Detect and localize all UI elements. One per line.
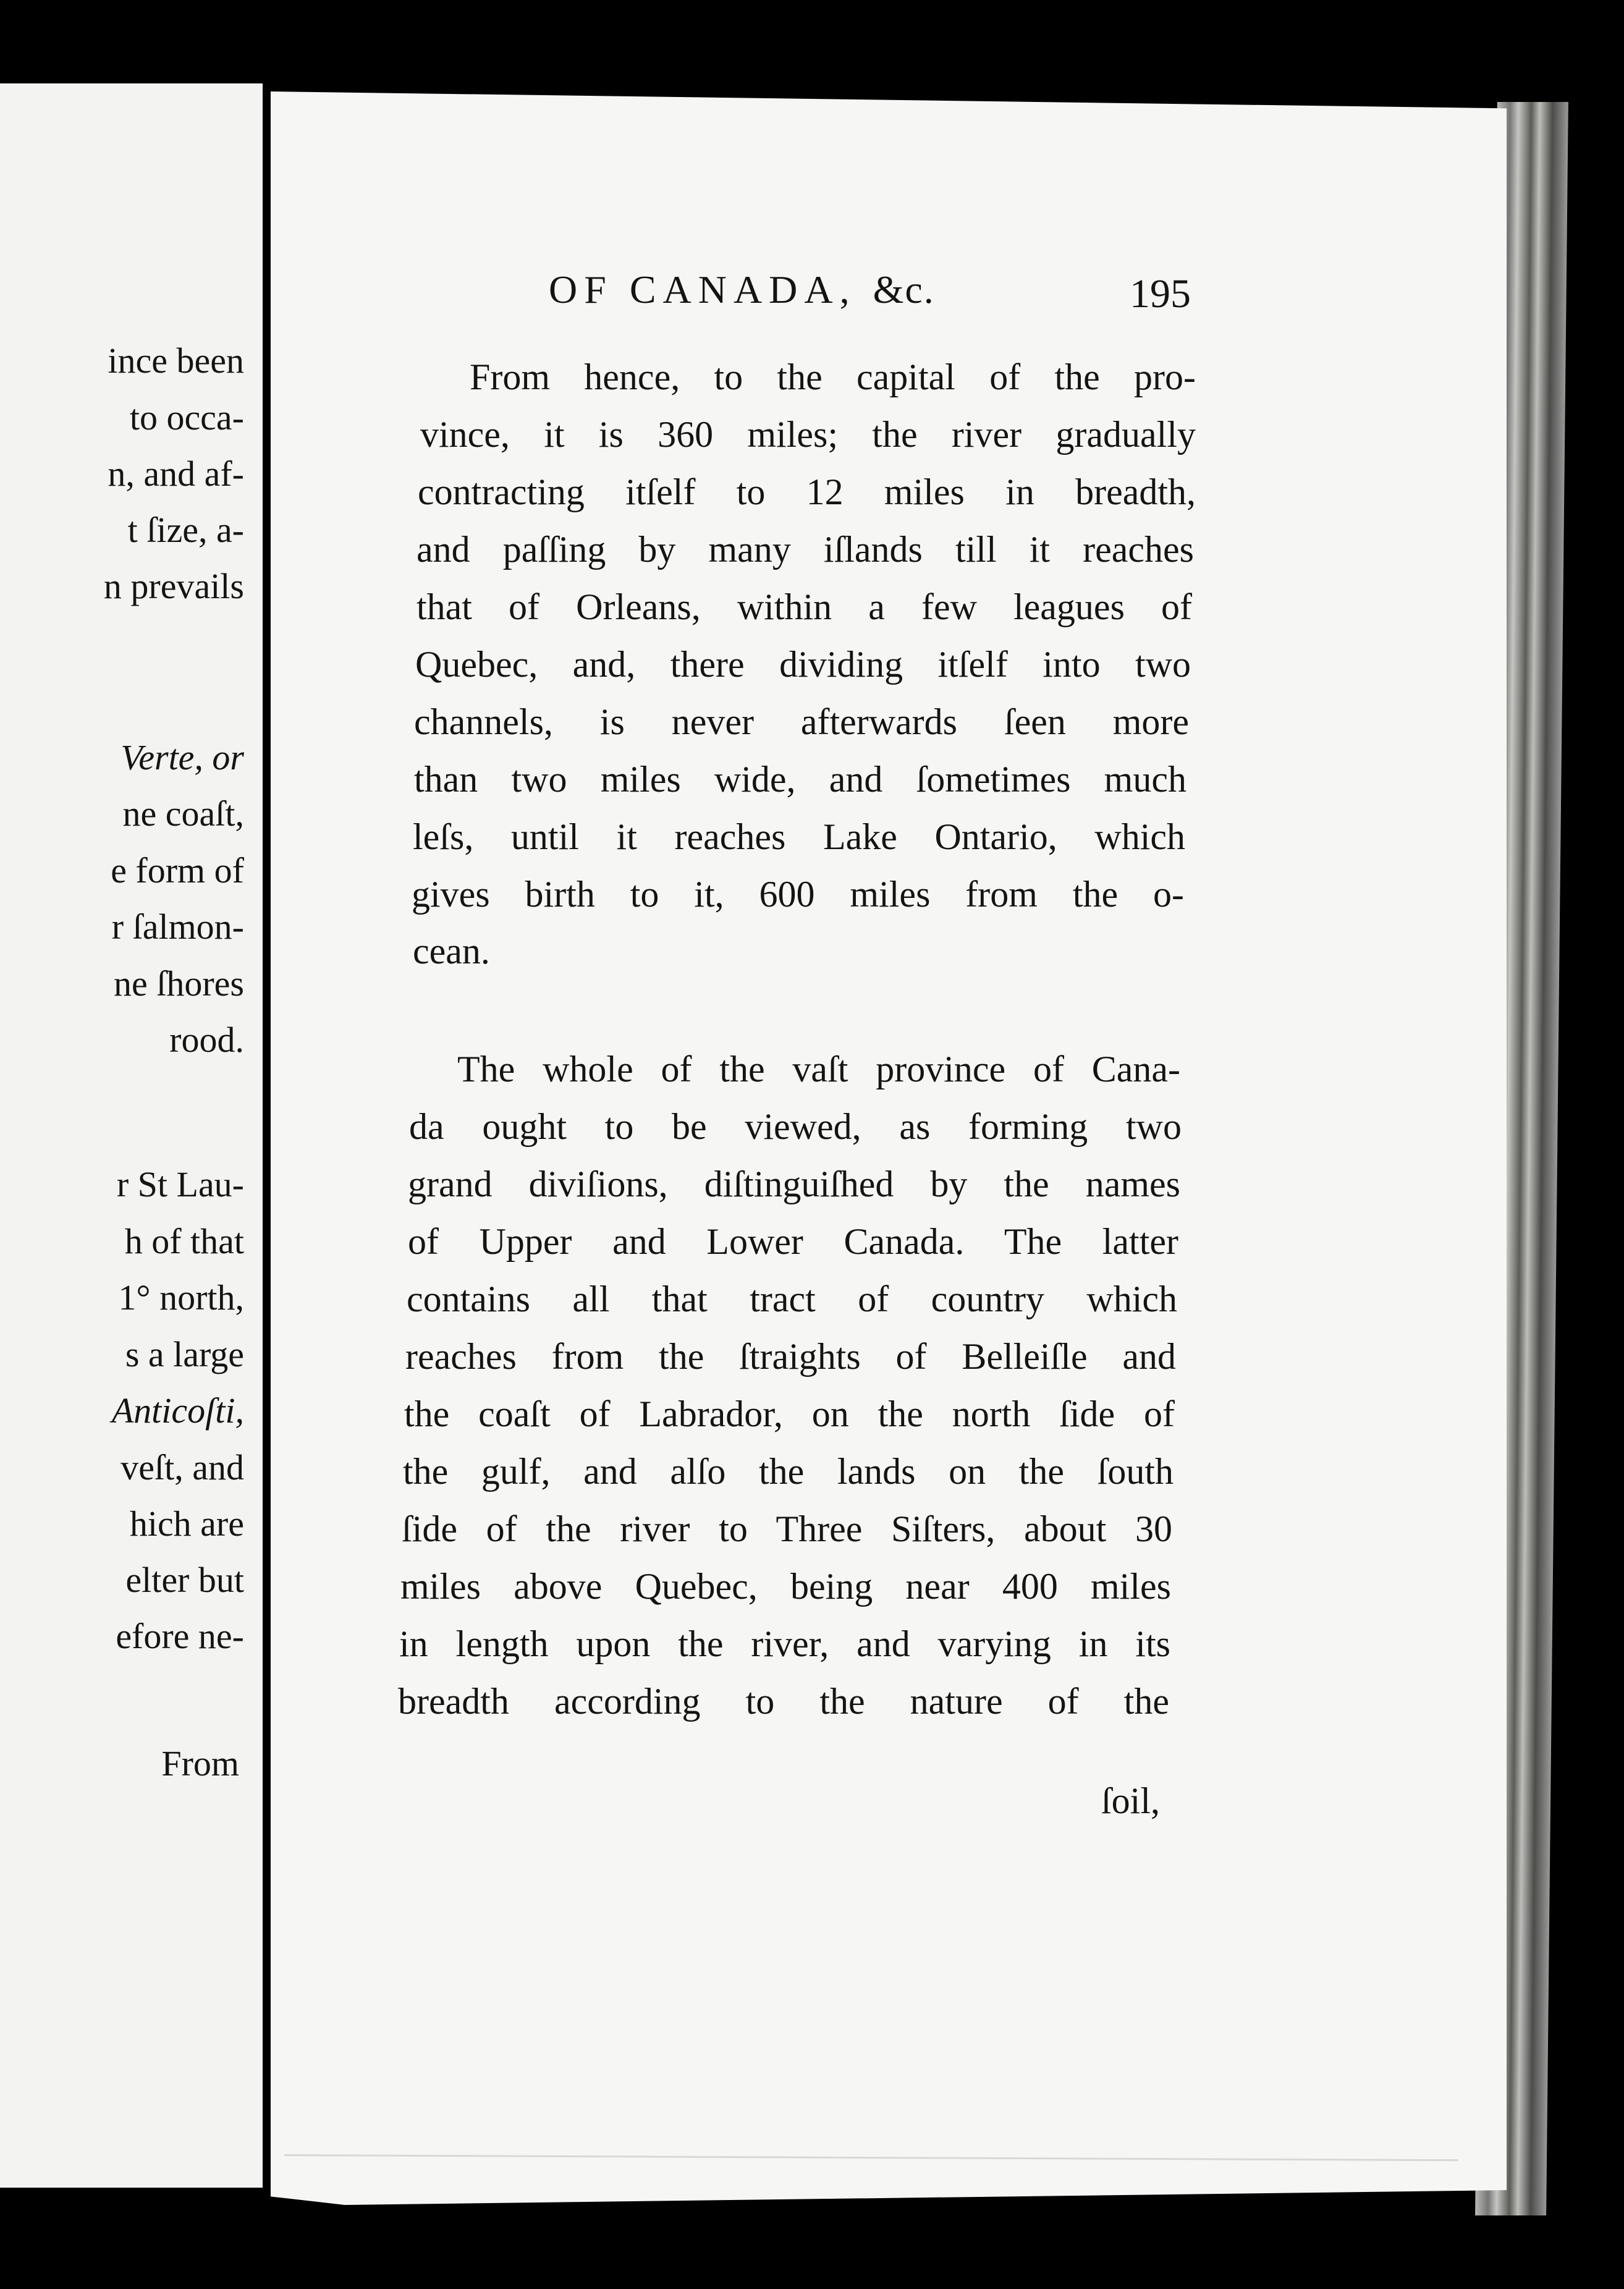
text-line-14: grand diviſions, diſtinguiſhed by the names bbox=[408, 1164, 1180, 1204]
left-line-10: ne ſhores bbox=[114, 963, 244, 1004]
left-line-11: rood. bbox=[169, 1020, 244, 1060]
left-catchword: From bbox=[161, 1743, 239, 1783]
left-line-20: efore ne- bbox=[116, 1616, 244, 1656]
text-line-21: miles above Quebec, being near 400 miles bbox=[400, 1566, 1171, 1607]
text-line-7: channels, is never afterwards ſeen more bbox=[414, 701, 1189, 742]
text-line-2: vince, it is 360 miles; the river gradually bbox=[420, 414, 1196, 455]
text-line-16: contains all that tract of country which bbox=[407, 1279, 1177, 1319]
left-line-14: 1° north, bbox=[118, 1277, 244, 1318]
text-line-10: gives birth to it, 600 miles from the o- bbox=[412, 874, 1184, 915]
text-line-1: From hence, to the capital of the pro- bbox=[470, 357, 1196, 397]
page-number: 195 bbox=[1130, 271, 1191, 316]
left-line-5: n prevails bbox=[103, 566, 244, 606]
current-page bbox=[271, 91, 1507, 2205]
left-line-15: s a large bbox=[125, 1334, 244, 1374]
running-head-etc: &c. bbox=[873, 268, 935, 311]
text-line-17: reaches from the ſtraights of Belleiſle and bbox=[405, 1336, 1176, 1377]
text-line-11: cean. bbox=[413, 931, 490, 971]
text-line-15: of Upper and Lower Canada. The latter bbox=[408, 1221, 1178, 1262]
text-line-12: The whole of the vaſt province of Cana- bbox=[457, 1049, 1180, 1089]
left-line-9: r ſalmon- bbox=[111, 907, 244, 947]
running-head-title: OF CANADA, bbox=[549, 268, 856, 311]
text-line-20: ſide of the river to Three Siſters, about 30 bbox=[402, 1508, 1172, 1549]
left-line-1: ince been bbox=[108, 341, 244, 381]
text-line-4: and paſſing by many iſlands till it reaches bbox=[417, 529, 1194, 570]
text-line-8: than two miles wide, and ſometimes much bbox=[414, 759, 1186, 800]
previous-page-fragment bbox=[0, 83, 263, 2188]
left-line-16: Anticoſti, bbox=[111, 1390, 244, 1431]
left-line-7: ne coaſt, bbox=[122, 793, 244, 834]
catchword: ſoil, bbox=[1101, 1780, 1161, 1821]
text-line-5: that of Orleans, within a few leagues of bbox=[417, 586, 1192, 627]
left-line-13: h of that bbox=[124, 1221, 244, 1261]
left-line-8: e form of bbox=[111, 850, 244, 891]
text-line-9: leſs, until it reaches Lake Ontario, which bbox=[413, 816, 1185, 857]
left-line-6: Verte, or bbox=[121, 737, 244, 777]
text-line-22: in length upon the river, and varying in its bbox=[399, 1623, 1170, 1664]
left-line-18: hich are bbox=[129, 1504, 244, 1544]
text-line-19: the gulf, and alſo the lands on the ſouth bbox=[403, 1451, 1174, 1492]
left-line-4: t ſize, a- bbox=[127, 510, 244, 550]
text-line-23: breadth according to the nature of the bbox=[398, 1681, 1169, 1722]
left-line-12: r St Lau- bbox=[116, 1164, 244, 1204]
left-line-2: to occa- bbox=[129, 397, 244, 438]
text-line-18: the coaſt of Labrador, on the north ſide of bbox=[404, 1394, 1175, 1434]
left-line-17: veſt, and bbox=[121, 1447, 244, 1487]
text-line-13: da ought to be viewed, as forming two bbox=[409, 1106, 1182, 1147]
running-head bbox=[549, 267, 935, 313]
text-line-3: contracting itſelf to 12 miles in breadth, bbox=[418, 472, 1196, 512]
left-line-19: elter but bbox=[125, 1560, 244, 1600]
left-line-3: n, and af- bbox=[108, 454, 244, 494]
text-line-6: Quebec, and, there dividing itſelf into two bbox=[415, 644, 1191, 685]
